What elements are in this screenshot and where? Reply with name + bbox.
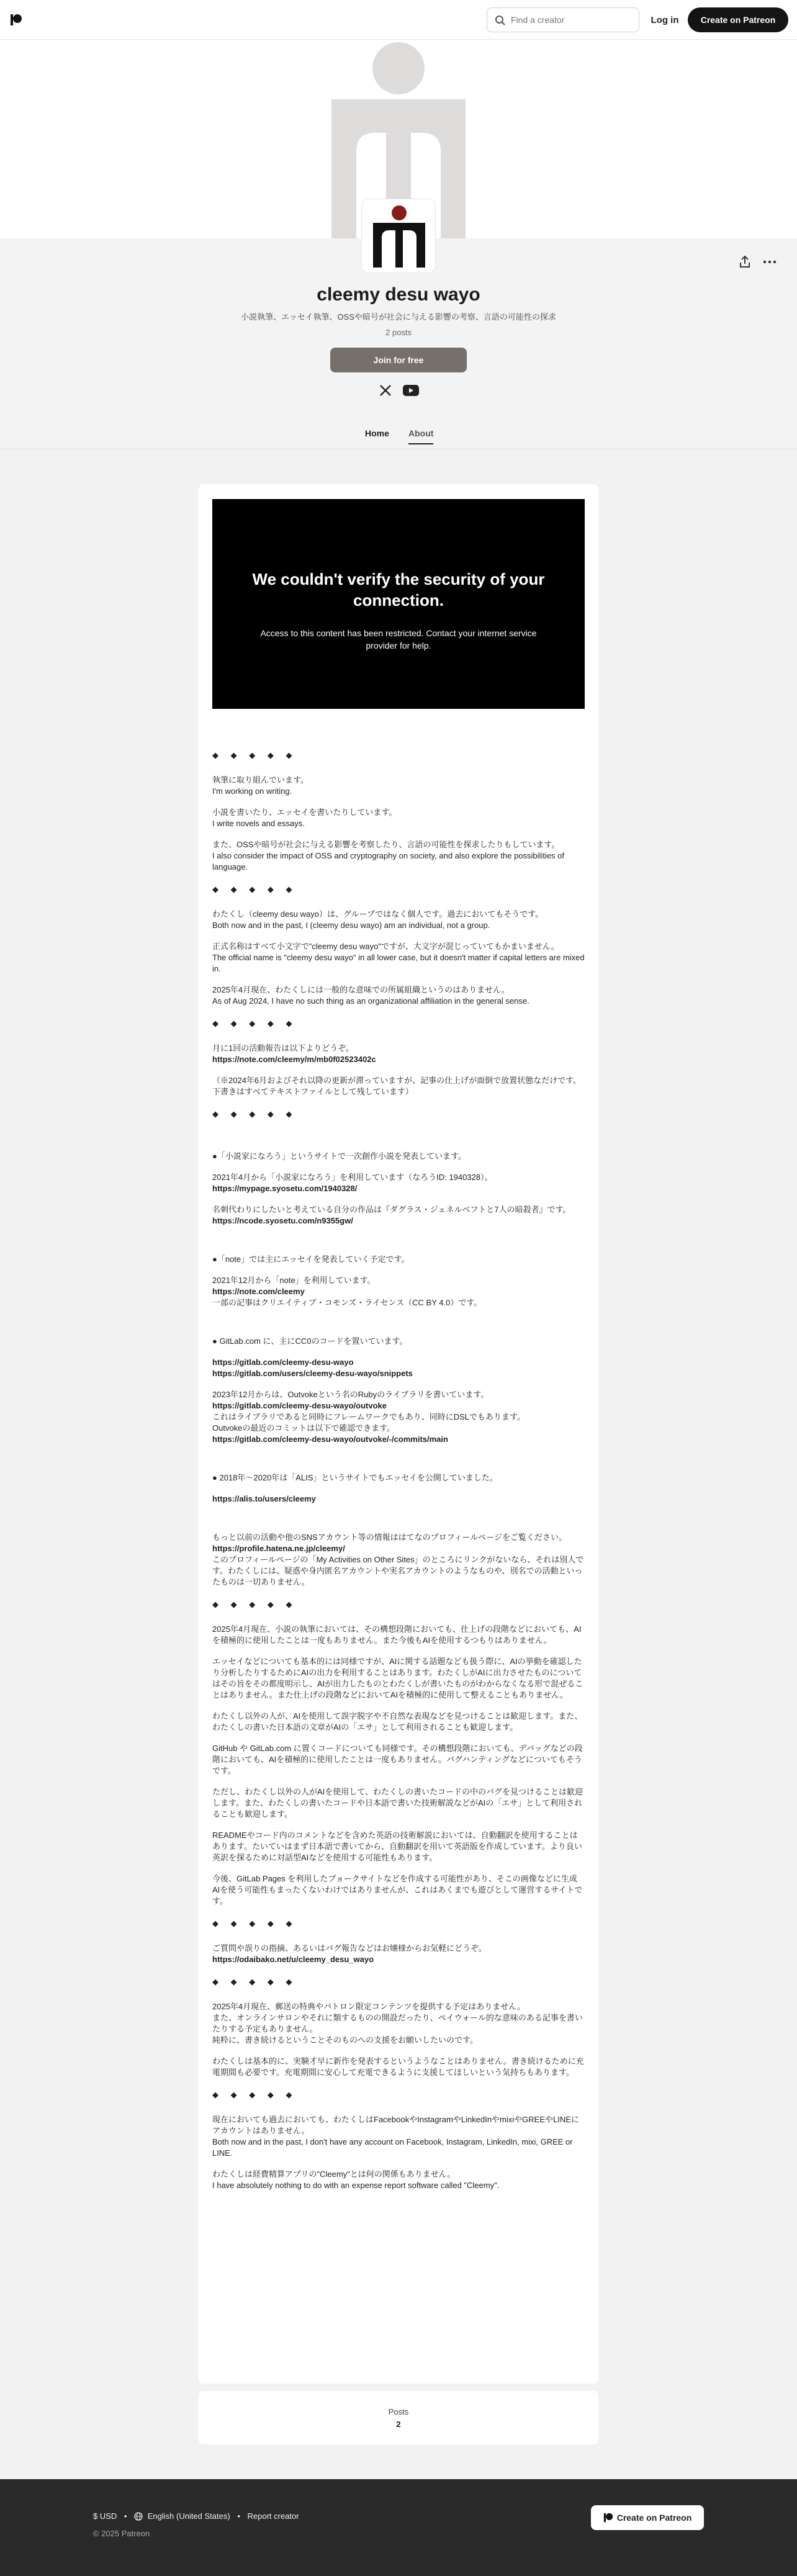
- language-selector[interactable]: English (United States): [147, 2511, 230, 2521]
- about-paragraph: ● 2018年〜2020年は「ALIS」というサイトでもエッセイを公開していました。: [212, 1473, 498, 1482]
- report-creator-link[interactable]: Report creator: [247, 2511, 299, 2521]
- posts-summary-card[interactable]: [199, 2391, 598, 2444]
- section-divider: ◆ ◆ ◆ ◆ ◆: [212, 1919, 297, 1928]
- about-paragraph: 小説を書いたり、エッセイを書いたりしています。 I write novels and essays.: [212, 808, 397, 828]
- about-paragraph: わたくし（cleemy desu wayo）は、グループではなく個人です。過去においてもそうです。 Both now and in the past, I (cleemy desu wayo) am an individual, not a group.: [212, 909, 544, 930]
- gitlab-link[interactable]: https://gitlab.com/cleemy-desu-wayo: [212, 1358, 354, 1367]
- join-for-free-button[interactable]: Join for free: [330, 348, 467, 372]
- blocked-title: We couldn't verify the security of your connection.: [252, 570, 545, 610]
- currency-selector[interactable]: $ USD: [93, 2511, 117, 2521]
- share-icon[interactable]: [737, 254, 752, 269]
- about-paragraph: ●「小説家になろう」というサイトで一次創作小説を発表しています。: [212, 1151, 466, 1161]
- footer: [0, 2479, 797, 2576]
- about-paragraph: 2021年4月から「小説家になろう」を利用しています（なろうID: 1940328）。 https://mypage.syosetu.com/1940328/: [212, 1173, 493, 1193]
- section-divider: ◆ ◆ ◆ ◆ ◆: [212, 1019, 297, 1028]
- footer-separator: •: [237, 2511, 240, 2521]
- narou-novel-link[interactable]: https://ncode.syosetu.com/n9355gw/: [212, 1216, 353, 1225]
- about-card: [199, 484, 598, 2384]
- about-paragraph: ● GitLab.com に、主にCC0のコードを置いています。: [212, 1336, 408, 1346]
- about-content: [212, 739, 585, 2201]
- posts-number: 2: [396, 2420, 401, 2429]
- about-paragraph: エッセイなどについても基本的には同様ですが、AIに関する話題なども扱う際に、AIの挙動を確認したり分析したりするためにAIの出力を利用することはあります。わたくしがAIに出力させたものについてはその旨をその都度明示し、AIが出力したものとわたくしが書いたものがわからなくなる形で混ぜることはありません。また仕上げの段階などにおいてAIを積極的に使用して整えることもありません。: [212, 1657, 583, 1700]
- gitlab-snippets-link[interactable]: https://gitlab.com/users/cleemy-desu-wayo/snippets: [212, 1369, 413, 1378]
- about-paragraph: 2025年4月現在、わたくしには一般的な意味での所属組織というのはありません。 As of Aug 2024, I have no such thing as an organizational affiliation in the general sense.: [212, 985, 529, 1006]
- about-paragraph: わたくしは経費精算アプリの"Cleemy"とは何の関係もありません。 I have absolutely nothing to do with an expense report software called "Cleemy".: [212, 2169, 500, 2190]
- activity-report-link[interactable]: https://note.com/cleemy/m/mb0f02523402c: [212, 1055, 376, 1064]
- about-paragraph: （※2024年6月およびそれ以降の更新が滞っていますが、記事の仕上げが面倒で放置状態なだけです。下書きはすべてテキストファイルとして残しています）: [212, 1076, 582, 1096]
- copyright: © 2025 Patreon: [93, 2529, 150, 2538]
- search-icon: [495, 15, 506, 26]
- about-paragraph: 2021年12月から「note」を利用しています。 https://note.com/cleemy 一部の記事はクリエイティブ・コモンズ・ライセンス（CC BY 4.0）です。: [212, 1276, 482, 1307]
- narou-mypage-link[interactable]: https://mypage.syosetu.com/1940328/: [212, 1184, 358, 1193]
- login-button[interactable]: Log in: [646, 9, 684, 31]
- about-paragraph: わたくし以外の人が、AIを使用して誤字脱字や不自然な表現などを見つけることは歓迎します。また、わたくしの書いた日本語の文章がAIの「エサ」として利用されることも歓迎します。: [212, 1711, 583, 1732]
- about-paragraph: READMEやコード内のコメントなどを含めた英語の技術解説においては、自動翻訳を使用することはあります。たいていはまず日本語で書いてから、自動翻訳を用いて英語版を作成しています。より良い英訳を探るために対話型AIなどを使用する可能性もあります。: [212, 1831, 582, 1862]
- about-paragraph: 2023年12月からは、Outvokeという名のRubyのライブラリを書いています。 https://gitlab.com/cleemy-desu-wayo/outvoke これはライブラリであると同時にフレームワークでもあり、同時にDSLでもあります。 Outvokeの最近のコミットは以下で確認できます。 https://gitlab.com/cleemy-desu-wayo/outvoke/-/commits/main: [212, 1390, 525, 1444]
- about-paragraph: 2025年4月現在、小説の執筆においては、その構想段階においても、仕上げの段階などにおいても、AIを積極的に使用したことは一度もありません。また今後もAIを使用するつもりはありません。: [212, 1624, 582, 1645]
- footer-separator: •: [124, 2511, 127, 2521]
- about-paragraph: 今後、GitLab Pages を利用したブョークサイトなどを作成する可能性があり、そこの画像などに生成AIを使う可能性もまったくないわけではありませんが、これはあくまでも遊びとして運営するサイトです。: [212, 1874, 583, 1906]
- create-on-patreon-button[interactable]: Create on Patreon: [688, 7, 788, 32]
- about-paragraph: わたくしは基本的に、実験才早に新作を発表するというようなことはありません。書き続けるために充電期間も必要です。充電期間に安心して充電できるように支援してほしいという気持ちもあります。: [212, 2056, 584, 2077]
- youtube-icon[interactable]: [402, 384, 420, 397]
- section-divider: ◆ ◆ ◆ ◆ ◆: [212, 750, 297, 760]
- search-input[interactable]: [511, 13, 635, 27]
- hatena-profile-link[interactable]: https://profile.hatena.ne.jp/cleemy/: [212, 1544, 345, 1553]
- footer-create-button[interactable]: [591, 2505, 704, 2530]
- note-link[interactable]: https://note.com/cleemy: [212, 1287, 305, 1296]
- creator-tagline: 小説執筆、エッセイ執筆、OSSや暗号が社会に与える影響の考察、言語の可能性の探求: [241, 312, 556, 322]
- about-paragraph: もっと以前の活動や他のSNSアカウント等の情報ははてなのプロフィールページをご覧ください。 https://profile.hatena.ne.jp/cleemy/ このプロフィールページの「My Activities on Other Sites」のところにリンクがないなら、それは別人です。わたくしには、疑惑や身内匿名アカウントや実名アカウントのようなものや、別名での活動といったものは一切ありません。: [212, 1533, 584, 1587]
- about-paragraph: 執筆に取り組んでいます。 I'm working on writing.: [212, 775, 308, 796]
- about-paragraph: 名刺代わりにしたいと考えている自分の作品は『ダグラス・ジェネルベフトと7人の暗殺者』です。 https://ncode.syosetu.com/n9355gw/: [212, 1205, 571, 1225]
- avatar-image: [362, 199, 436, 273]
- creator-avatar: [361, 199, 436, 273]
- section-divider: ◆ ◆ ◆ ◆ ◆: [212, 1600, 297, 1609]
- about-paragraph: 2025年4月現在、郵送の特典やパトロン限定コンテンツを提供する予定はありません。 また、オンラインサロンやそれに類するものの開設だったり、ペイウォール的な意味のある記事を書いたりする予定もありません。 純粋に、書き続けるということそのものへの支援をお願いしたいのです。: [212, 2002, 583, 2045]
- about-paragraph: ●「note」では主にエッセイを発表していく予定です。: [212, 1254, 410, 1264]
- more-options-icon[interactable]: [761, 254, 778, 269]
- creator-name: cleemy desu wayo: [317, 284, 480, 305]
- about-paragraph: ただし、わたくし以外の人がAIを使用して、わたくしの書いたコードの中のバグを見つけることは歓迎します。また、わたくしの書いたコードや日本語で書いた技術解説などがAIの「エサ」として利用されることも歓迎します。: [212, 1787, 583, 1819]
- about-paragraph: [212, 1493, 585, 1505]
- odaibako-link[interactable]: https://odaibako.net/u/cleemy_desu_wayo: [212, 1955, 374, 1964]
- profile-tabs: [0, 428, 797, 449]
- posts-count: 2 posts: [385, 328, 412, 337]
- footer-create-label: Create on Patreon: [616, 2513, 692, 2523]
- tab-home[interactable]: Home: [365, 428, 389, 438]
- about-paragraph: 月に1回の活動報告は以下よりどうぞ。 https://note.com/cleemy/m/mb0f02523402c: [212, 1043, 376, 1064]
- posts-label: Posts: [388, 2407, 409, 2416]
- about-paragraph: 正式名称はすべて小文字で"cleemy desu wayo"ですが、大文字が混じっていてもかまいません。 The official name is "cleemy desu wayo" in all lower case, but it doesn't matter if capital letters are mixed in.: [212, 942, 585, 973]
- patreon-logo-icon[interactable]: [10, 14, 22, 26]
- globe-icon: [134, 2512, 143, 2521]
- outvoke-commits-link[interactable]: https://gitlab.com/cleemy-desu-wayo/outvoke/-/commits/main: [212, 1434, 448, 1444]
- blocked-message: Access to this content has been restricted. Contact your internet service provider for help.: [260, 628, 537, 651]
- x-twitter-icon[interactable]: [379, 384, 392, 397]
- about-paragraph: ご質問や誤りの指摘、あるいはバグ報告などはお嬢様からお気軽にどうぞ。 https://odaibako.net/u/cleemy_desu_wayo: [212, 1943, 487, 1964]
- section-divider: ◆ ◆ ◆ ◆ ◆: [212, 885, 297, 894]
- alis-link[interactable]: https://alis.to/users/cleemy: [212, 1494, 316, 1503]
- about-paragraph: [212, 1357, 585, 1379]
- about-paragraph: 現在においても過去においても、わたくしはFacebookやInstagramやLinkedInやmixiやGREEやLINEにアカウントはありません。 Both now and in the past, I don't have any account on Facebook, Instagram, LinkedIn, mixi, GREE or LINE.: [212, 2115, 579, 2158]
- about-paragraph: また、OSSや暗号が社会に与える影響を考察したり、言語の可能性を探求したりもしています。 I also consider the impact of OSS and cryptography on society, and also explore the possibilities of language.: [212, 840, 565, 871]
- section-divider: ◆ ◆ ◆ ◆ ◆: [212, 1109, 297, 1119]
- top-nav: [0, 0, 797, 40]
- outvoke-link[interactable]: https://gitlab.com/cleemy-desu-wayo/outvoke: [212, 1401, 387, 1410]
- tab-about[interactable]: About: [408, 428, 433, 444]
- section-divider: ◆ ◆ ◆ ◆ ◆: [212, 1977, 297, 1986]
- about-paragraph: GitHub や GitLab.com に置くコードについても同様です。その構想段階においても、デバッグなどの段階においても、AIを積極的に使用したことは一度もありません。バグハンティングなどについてもそうです。: [212, 1744, 583, 1775]
- footer-links: [93, 2511, 304, 2521]
- blocked-content-notice: [212, 499, 585, 709]
- section-divider: ◆ ◆ ◆ ◆ ◆: [212, 2090, 297, 2099]
- search-box[interactable]: [487, 7, 639, 32]
- patreon-logo-icon: [603, 2513, 613, 2523]
